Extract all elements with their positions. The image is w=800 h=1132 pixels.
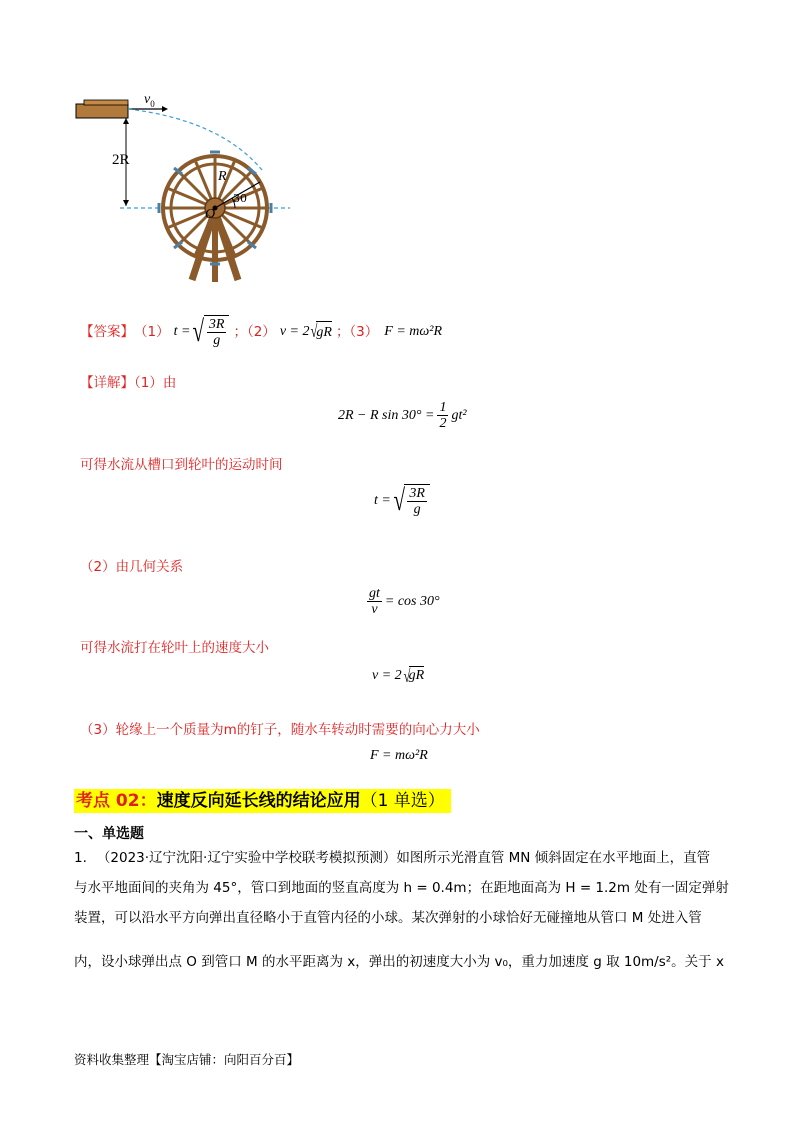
question-line-1 xyxy=(74,843,734,873)
question-line-2: 与水平地面间的夹角为 45°，管口到地面的竖直高度为 h = 0.4m；在距地面高为 H = 1.2m 处有一固定弹射 xyxy=(74,880,729,896)
2r-label: 2R xyxy=(112,152,130,168)
waterwheel-figure xyxy=(70,90,300,290)
sqrt-icon: √ xyxy=(310,321,318,341)
answer-part2-label: ；（2） xyxy=(233,324,276,340)
v0-label xyxy=(144,92,155,109)
v0-subscript: 0 xyxy=(150,98,155,109)
page-footer: 资料收集整理【淘宝店铺：向阳百分百】 xyxy=(74,1052,300,1067)
answer-v-rad: gR xyxy=(316,321,332,343)
equation-2 xyxy=(374,484,430,518)
section-title-prefix: 考点 02： xyxy=(76,791,157,811)
question-text-1: （2023·辽宁沈阳·辽宁实验中学校联考模拟预测）如图所示光滑直管 MN 倾斜固定在水平地面上，直管 xyxy=(96,850,711,866)
section-title-main: 速度反向延长线的结论应用 xyxy=(156,791,361,811)
answer-part1-label: （1） xyxy=(134,324,170,340)
sqrt-icon: √ xyxy=(403,666,411,686)
eq2-lhs: t = xyxy=(374,493,391,508)
eq2-den: g xyxy=(413,502,421,517)
detail-tag: 【详解】 xyxy=(80,375,134,391)
v0-symbol: v xyxy=(144,92,151,107)
answer-f-formula: F = mω²R xyxy=(384,324,443,339)
detail-step1-result: 可得水流从槽口到轮叶的运动时间 xyxy=(80,457,283,473)
detail-step2-intro: （2）由几何关系 xyxy=(80,559,184,575)
eq1-frac-num: 1 xyxy=(439,400,447,415)
detail-step1-text: （1）由 xyxy=(134,375,177,391)
answer-t-den: g xyxy=(213,333,221,348)
question-line-4: 内，设小球弹出点 O 到管口 M 的水平距离为 x，弹出的初速度大小为 v₀，重力加速度 g 取 10m/s²。关于 x xyxy=(74,954,724,970)
answer-t-formula xyxy=(174,315,230,349)
answer-t-num: 3R xyxy=(208,317,225,332)
eq4-lhs: v = 2 xyxy=(372,668,402,683)
answer-v-lhs: v = 2 xyxy=(279,324,310,339)
eq1-left: 2R − R sin 30° = xyxy=(338,407,435,423)
question-block xyxy=(74,843,734,977)
section-title-suffix: （1 单选） xyxy=(360,791,445,811)
answer-line xyxy=(80,312,442,352)
section-title xyxy=(74,789,451,813)
equation-3 xyxy=(364,586,440,617)
subsection-title: 一、单选题 xyxy=(74,826,144,842)
o-label: O xyxy=(205,207,216,222)
answer-t-sqrt xyxy=(190,315,229,349)
eq3-num: gt xyxy=(369,586,380,601)
eq3-den: v xyxy=(371,602,378,617)
answer-v-formula xyxy=(280,321,332,343)
r-label: R xyxy=(218,169,227,184)
detail-step1-intro xyxy=(80,373,176,393)
angle-label: 30 xyxy=(233,192,247,205)
detail-step3-text: （3）轮缘上一个质量为m的钉子，随水车转动时需要的向心力大小 xyxy=(80,722,480,738)
answer-t-lhs: t = xyxy=(173,324,191,339)
answer-part3-label: ；（3） xyxy=(335,324,379,340)
eq4-rad: gR xyxy=(409,666,425,686)
sqrt-icon: √ xyxy=(192,315,205,348)
equation-5: F = mω²R xyxy=(370,748,428,763)
waterwheel-diagram xyxy=(70,90,300,290)
equation-4 xyxy=(372,666,424,686)
eq2-num: 3R xyxy=(409,486,425,501)
detail-step2-result: 可得水流打在轮叶上的速度大小 xyxy=(80,640,269,656)
eq1-frac-den: 2 xyxy=(439,416,447,431)
answer-tag: 【答案】 xyxy=(80,324,134,340)
sqrt-icon: √ xyxy=(393,484,405,517)
equation-1 xyxy=(338,400,467,431)
question-number: 1. xyxy=(74,850,87,866)
eq3-right: = cos 30° xyxy=(384,593,440,609)
eq1-right: gt² xyxy=(451,407,467,423)
section-header xyxy=(74,786,451,811)
question-line-3: 装置，可以沿水平方向弹出直径略小于直管内径的小球。某次弹射的小球恰好无碰撞地从管口 M 处进入管 xyxy=(74,910,702,926)
